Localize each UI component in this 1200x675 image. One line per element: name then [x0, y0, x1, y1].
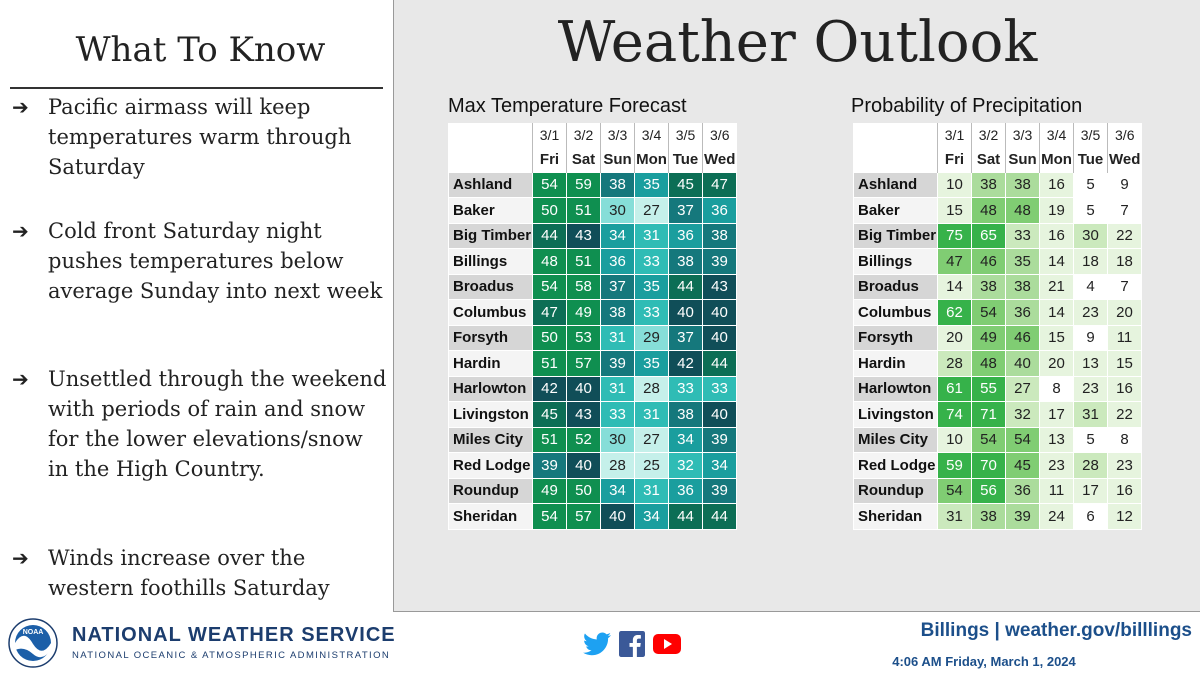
date-header: 3/1: [533, 123, 567, 147]
footer: [0, 612, 1200, 675]
city-label: Ashland: [449, 172, 533, 198]
day-header: Sat: [972, 147, 1006, 172]
value-cell: 19: [1040, 198, 1074, 224]
value-cell: 18: [1108, 249, 1142, 275]
max-temp-table: [448, 123, 737, 530]
value-cell: 45: [669, 172, 703, 198]
what-to-know-panel: [0, 0, 393, 612]
value-cell: 10: [938, 172, 972, 198]
value-cell: 58: [567, 274, 601, 300]
corner-cell: [449, 147, 533, 172]
bullet-text: Cold front Saturday night pushes temperatures below average Sunday into next week: [48, 219, 383, 303]
value-cell: 48: [533, 249, 567, 275]
day-header: Fri: [938, 147, 972, 172]
issue-timestamp: 4:06 AM Friday, March 1, 2024: [892, 654, 1076, 669]
office-link[interactable]: Billings | weather.gov/billlings: [920, 620, 1192, 641]
bullet-item: [12, 364, 387, 484]
value-cell: 27: [1006, 376, 1040, 402]
value-cell: 49: [533, 478, 567, 504]
value-cell: 27: [635, 198, 669, 224]
table-row: [449, 274, 737, 300]
value-cell: 55: [972, 376, 1006, 402]
table-row: [854, 427, 1142, 453]
city-label: Miles City: [854, 427, 938, 453]
value-cell: 51: [567, 249, 601, 275]
value-cell: 30: [1074, 223, 1108, 249]
value-cell: 39: [601, 351, 635, 377]
city-label: Livingston: [449, 402, 533, 428]
table-row: [854, 325, 1142, 351]
value-cell: 46: [1006, 325, 1040, 351]
value-cell: 40: [703, 402, 737, 428]
value-cell: 37: [601, 274, 635, 300]
value-cell: 13: [1074, 351, 1108, 377]
value-cell: 44: [669, 274, 703, 300]
corner-cell: [449, 123, 533, 147]
value-cell: 25: [635, 453, 669, 479]
table-row: [854, 453, 1142, 479]
value-cell: 34: [601, 478, 635, 504]
city-label: Harlowton: [854, 376, 938, 402]
date-header: 3/3: [1006, 123, 1040, 147]
table-row: [449, 198, 737, 224]
value-cell: 38: [703, 223, 737, 249]
value-cell: 65: [972, 223, 1006, 249]
value-cell: 57: [567, 504, 601, 530]
value-cell: 23: [1108, 453, 1142, 479]
title-divider: [10, 87, 383, 89]
arrow-icon: ➔: [12, 367, 29, 391]
value-cell: 28: [635, 376, 669, 402]
value-cell: 9: [1074, 325, 1108, 351]
day-header: Tue: [669, 147, 703, 172]
table-row: [449, 427, 737, 453]
value-cell: 54: [938, 478, 972, 504]
value-cell: 37: [669, 198, 703, 224]
value-cell: 15: [938, 198, 972, 224]
value-cell: 23: [1040, 453, 1074, 479]
city-label: Big Timber: [449, 223, 533, 249]
value-cell: 14: [938, 274, 972, 300]
table-row: [854, 478, 1142, 504]
value-cell: 38: [669, 402, 703, 428]
value-cell: 34: [703, 453, 737, 479]
table-row: [854, 249, 1142, 275]
value-cell: 32: [669, 453, 703, 479]
value-cell: 8: [1040, 376, 1074, 402]
city-label: Columbus: [854, 300, 938, 326]
value-cell: 14: [1040, 249, 1074, 275]
value-cell: 21: [1040, 274, 1074, 300]
value-cell: 50: [567, 478, 601, 504]
value-cell: 33: [669, 376, 703, 402]
value-cell: 42: [533, 376, 567, 402]
table-row: [854, 351, 1142, 377]
value-cell: 38: [1006, 274, 1040, 300]
weather-outlook-panel: [393, 0, 1200, 612]
value-cell: 35: [1006, 249, 1040, 275]
value-cell: 44: [669, 504, 703, 530]
value-cell: 49: [567, 300, 601, 326]
date-header: 3/6: [1108, 123, 1142, 147]
value-cell: 70: [972, 453, 1006, 479]
value-cell: 31: [938, 504, 972, 530]
city-label: Baker: [854, 198, 938, 224]
value-cell: 42: [669, 351, 703, 377]
value-cell: 44: [703, 504, 737, 530]
value-cell: 5: [1074, 172, 1108, 198]
date-header: 3/4: [635, 123, 669, 147]
value-cell: 43: [703, 274, 737, 300]
value-cell: 54: [533, 274, 567, 300]
value-cell: 22: [1108, 402, 1142, 428]
value-cell: 11: [1040, 478, 1074, 504]
youtube-icon[interactable]: [653, 634, 681, 654]
value-cell: 51: [533, 351, 567, 377]
noaa-logo[interactable]: [8, 618, 58, 668]
value-cell: 59: [938, 453, 972, 479]
value-cell: 20: [1108, 300, 1142, 326]
value-cell: 36: [669, 223, 703, 249]
value-cell: 44: [533, 223, 567, 249]
value-cell: 31: [1074, 402, 1108, 428]
value-cell: 11: [1108, 325, 1142, 351]
date-header: 3/1: [938, 123, 972, 147]
value-cell: 34: [601, 223, 635, 249]
table-row: [449, 325, 737, 351]
value-cell: 33: [635, 249, 669, 275]
twitter-icon[interactable]: [583, 632, 611, 656]
date-header: 3/4: [1040, 123, 1074, 147]
day-header: Wed: [1108, 147, 1142, 172]
table-row: [449, 402, 737, 428]
date-header: 3/3: [601, 123, 635, 147]
value-cell: 31: [601, 376, 635, 402]
value-cell: 35: [635, 172, 669, 198]
corner-cell: [854, 147, 938, 172]
value-cell: 28: [1074, 453, 1108, 479]
value-cell: 48: [972, 198, 1006, 224]
day-header: Wed: [703, 147, 737, 172]
value-cell: 15: [1040, 325, 1074, 351]
city-label: Livingston: [854, 402, 938, 428]
day-header: Tue: [1074, 147, 1108, 172]
day-header: Sat: [567, 147, 601, 172]
value-cell: 10: [938, 427, 972, 453]
value-cell: 61: [938, 376, 972, 402]
value-cell: 54: [533, 504, 567, 530]
value-cell: 49: [972, 325, 1006, 351]
value-cell: 17: [1074, 478, 1108, 504]
value-cell: 31: [635, 402, 669, 428]
city-label: Ashland: [854, 172, 938, 198]
value-cell: 44: [703, 351, 737, 377]
bullet-item: [12, 216, 387, 306]
value-cell: 47: [533, 300, 567, 326]
value-cell: 23: [1074, 300, 1108, 326]
value-cell: 50: [533, 198, 567, 224]
value-cell: 38: [972, 504, 1006, 530]
value-cell: 9: [1108, 172, 1142, 198]
value-cell: 40: [567, 376, 601, 402]
value-cell: 38: [972, 274, 1006, 300]
day-header: Mon: [635, 147, 669, 172]
value-cell: 40: [567, 453, 601, 479]
value-cell: 16: [1108, 376, 1142, 402]
value-cell: 51: [533, 427, 567, 453]
value-cell: 40: [669, 300, 703, 326]
facebook-icon[interactable]: [619, 631, 645, 657]
value-cell: 75: [938, 223, 972, 249]
value-cell: 12: [1108, 504, 1142, 530]
day-header: Sun: [601, 147, 635, 172]
value-cell: 74: [938, 402, 972, 428]
value-cell: 62: [938, 300, 972, 326]
table-row: [854, 376, 1142, 402]
value-cell: 31: [601, 325, 635, 351]
value-cell: 54: [1006, 427, 1040, 453]
pop-table: [853, 123, 1142, 530]
value-cell: 13: [1040, 427, 1074, 453]
arrow-icon: ➔: [12, 95, 29, 119]
city-label: Harlowton: [449, 376, 533, 402]
value-cell: 52: [567, 427, 601, 453]
value-cell: 51: [567, 198, 601, 224]
table-row: [449, 223, 737, 249]
value-cell: 7: [1108, 274, 1142, 300]
city-label: Billings: [449, 249, 533, 275]
city-label: Red Lodge: [854, 453, 938, 479]
value-cell: 38: [601, 300, 635, 326]
value-cell: 8: [1108, 427, 1142, 453]
value-cell: 46: [972, 249, 1006, 275]
table-row: [449, 504, 737, 530]
arrow-icon: ➔: [12, 219, 29, 243]
city-label: Miles City: [449, 427, 533, 453]
value-cell: 59: [567, 172, 601, 198]
value-cell: 53: [567, 325, 601, 351]
value-cell: 54: [533, 172, 567, 198]
bullet-item: [12, 92, 387, 182]
value-cell: 39: [703, 427, 737, 453]
value-cell: 23: [1074, 376, 1108, 402]
value-cell: 43: [567, 402, 601, 428]
value-cell: 47: [703, 172, 737, 198]
bullet-text: Pacific airmass will keep temperatures warm through Saturday: [48, 95, 352, 179]
value-cell: 56: [972, 478, 1006, 504]
value-cell: 34: [635, 504, 669, 530]
value-cell: 35: [635, 274, 669, 300]
table-row: [854, 504, 1142, 530]
value-cell: 71: [972, 402, 1006, 428]
table-row: [854, 198, 1142, 224]
max-temp-title: Max Temperature Forecast: [448, 95, 687, 117]
value-cell: 17: [1040, 402, 1074, 428]
noaa-logo-text: NOAA: [22, 629, 44, 636]
city-label: Red Lodge: [449, 453, 533, 479]
value-cell: 57: [567, 351, 601, 377]
pop-title: Probability of Precipitation: [851, 95, 1083, 117]
value-cell: 38: [972, 172, 1006, 198]
date-header: 3/5: [669, 123, 703, 147]
day-header: Sun: [1006, 147, 1040, 172]
date-header: 3/2: [567, 123, 601, 147]
value-cell: 16: [1040, 172, 1074, 198]
value-cell: 7: [1108, 198, 1142, 224]
value-cell: 37: [669, 325, 703, 351]
value-cell: 40: [601, 504, 635, 530]
table-row: [854, 300, 1142, 326]
table-row: [449, 478, 737, 504]
city-label: Roundup: [449, 478, 533, 504]
value-cell: 35: [635, 351, 669, 377]
value-cell: 33: [703, 376, 737, 402]
city-label: Sheridan: [449, 504, 533, 530]
value-cell: 28: [938, 351, 972, 377]
city-label: Sheridan: [854, 504, 938, 530]
value-cell: 22: [1108, 223, 1142, 249]
value-cell: 5: [1074, 198, 1108, 224]
value-cell: 36: [703, 198, 737, 224]
value-cell: 38: [669, 249, 703, 275]
value-cell: 48: [972, 351, 1006, 377]
value-cell: 45: [533, 402, 567, 428]
value-cell: 45: [1006, 453, 1040, 479]
value-cell: 33: [635, 300, 669, 326]
table-row: [854, 402, 1142, 428]
value-cell: 27: [635, 427, 669, 453]
value-cell: 29: [635, 325, 669, 351]
value-cell: 16: [1040, 223, 1074, 249]
nws-subtitle: NATIONAL OCEANIC & ATMOSPHERIC ADMINISTRATION: [72, 650, 391, 661]
city-label: Baker: [449, 198, 533, 224]
value-cell: 6: [1074, 504, 1108, 530]
day-header: Mon: [1040, 147, 1074, 172]
social-links: [583, 630, 681, 658]
value-cell: 39: [533, 453, 567, 479]
city-label: Roundup: [854, 478, 938, 504]
value-cell: 31: [635, 223, 669, 249]
page-title: Weather Outlook: [557, 10, 1038, 75]
city-label: Broadus: [854, 274, 938, 300]
value-cell: 54: [972, 427, 1006, 453]
value-cell: 40: [1006, 351, 1040, 377]
date-header: 3/6: [703, 123, 737, 147]
value-cell: 40: [703, 325, 737, 351]
value-cell: 4: [1074, 274, 1108, 300]
value-cell: 36: [601, 249, 635, 275]
table-row: [854, 274, 1142, 300]
value-cell: 5: [1074, 427, 1108, 453]
value-cell: 16: [1108, 478, 1142, 504]
value-cell: 30: [601, 198, 635, 224]
value-cell: 33: [601, 402, 635, 428]
value-cell: 30: [601, 427, 635, 453]
table-row: [449, 453, 737, 479]
table-row: [449, 376, 737, 402]
table-row: [449, 300, 737, 326]
value-cell: 15: [1108, 351, 1142, 377]
value-cell: 28: [601, 453, 635, 479]
value-cell: 24: [1040, 504, 1074, 530]
city-label: Forsyth: [854, 325, 938, 351]
city-label: Big Timber: [854, 223, 938, 249]
value-cell: 32: [1006, 402, 1040, 428]
city-label: Hardin: [449, 351, 533, 377]
value-cell: 48: [1006, 198, 1040, 224]
value-cell: 43: [567, 223, 601, 249]
value-cell: 33: [1006, 223, 1040, 249]
table-row: [449, 249, 737, 275]
bullet-text: Unsettled through the weekend with periods of rain and snow for the lower elevations/snow in the High Country.: [48, 367, 387, 481]
value-cell: 40: [703, 300, 737, 326]
bullet-text: Winds increase over the western foothills Saturday: [48, 546, 330, 600]
city-label: Billings: [854, 249, 938, 275]
value-cell: 36: [669, 478, 703, 504]
value-cell: 38: [1006, 172, 1040, 198]
value-cell: 36: [1006, 300, 1040, 326]
value-cell: 50: [533, 325, 567, 351]
arrow-icon: ➔: [12, 546, 29, 570]
value-cell: 36: [1006, 478, 1040, 504]
table-row: [854, 223, 1142, 249]
value-cell: 18: [1074, 249, 1108, 275]
value-cell: 39: [703, 249, 737, 275]
table-row: [854, 172, 1142, 198]
value-cell: 39: [1006, 504, 1040, 530]
date-header: 3/2: [972, 123, 1006, 147]
city-label: Broadus: [449, 274, 533, 300]
city-label: Hardin: [854, 351, 938, 377]
bullet-item: [12, 543, 387, 603]
city-label: Forsyth: [449, 325, 533, 351]
table-row: [449, 351, 737, 377]
city-label: Columbus: [449, 300, 533, 326]
value-cell: 38: [601, 172, 635, 198]
nws-name: NATIONAL WEATHER SERVICE: [72, 624, 396, 646]
value-cell: 39: [703, 478, 737, 504]
value-cell: 20: [938, 325, 972, 351]
what-to-know-title: What To Know: [75, 30, 326, 70]
corner-cell: [854, 123, 938, 147]
value-cell: 54: [972, 300, 1006, 326]
value-cell: 31: [635, 478, 669, 504]
table-row: [449, 172, 737, 198]
value-cell: 20: [1040, 351, 1074, 377]
value-cell: 47: [938, 249, 972, 275]
value-cell: 14: [1040, 300, 1074, 326]
date-header: 3/5: [1074, 123, 1108, 147]
value-cell: 34: [669, 427, 703, 453]
day-header: Fri: [533, 147, 567, 172]
